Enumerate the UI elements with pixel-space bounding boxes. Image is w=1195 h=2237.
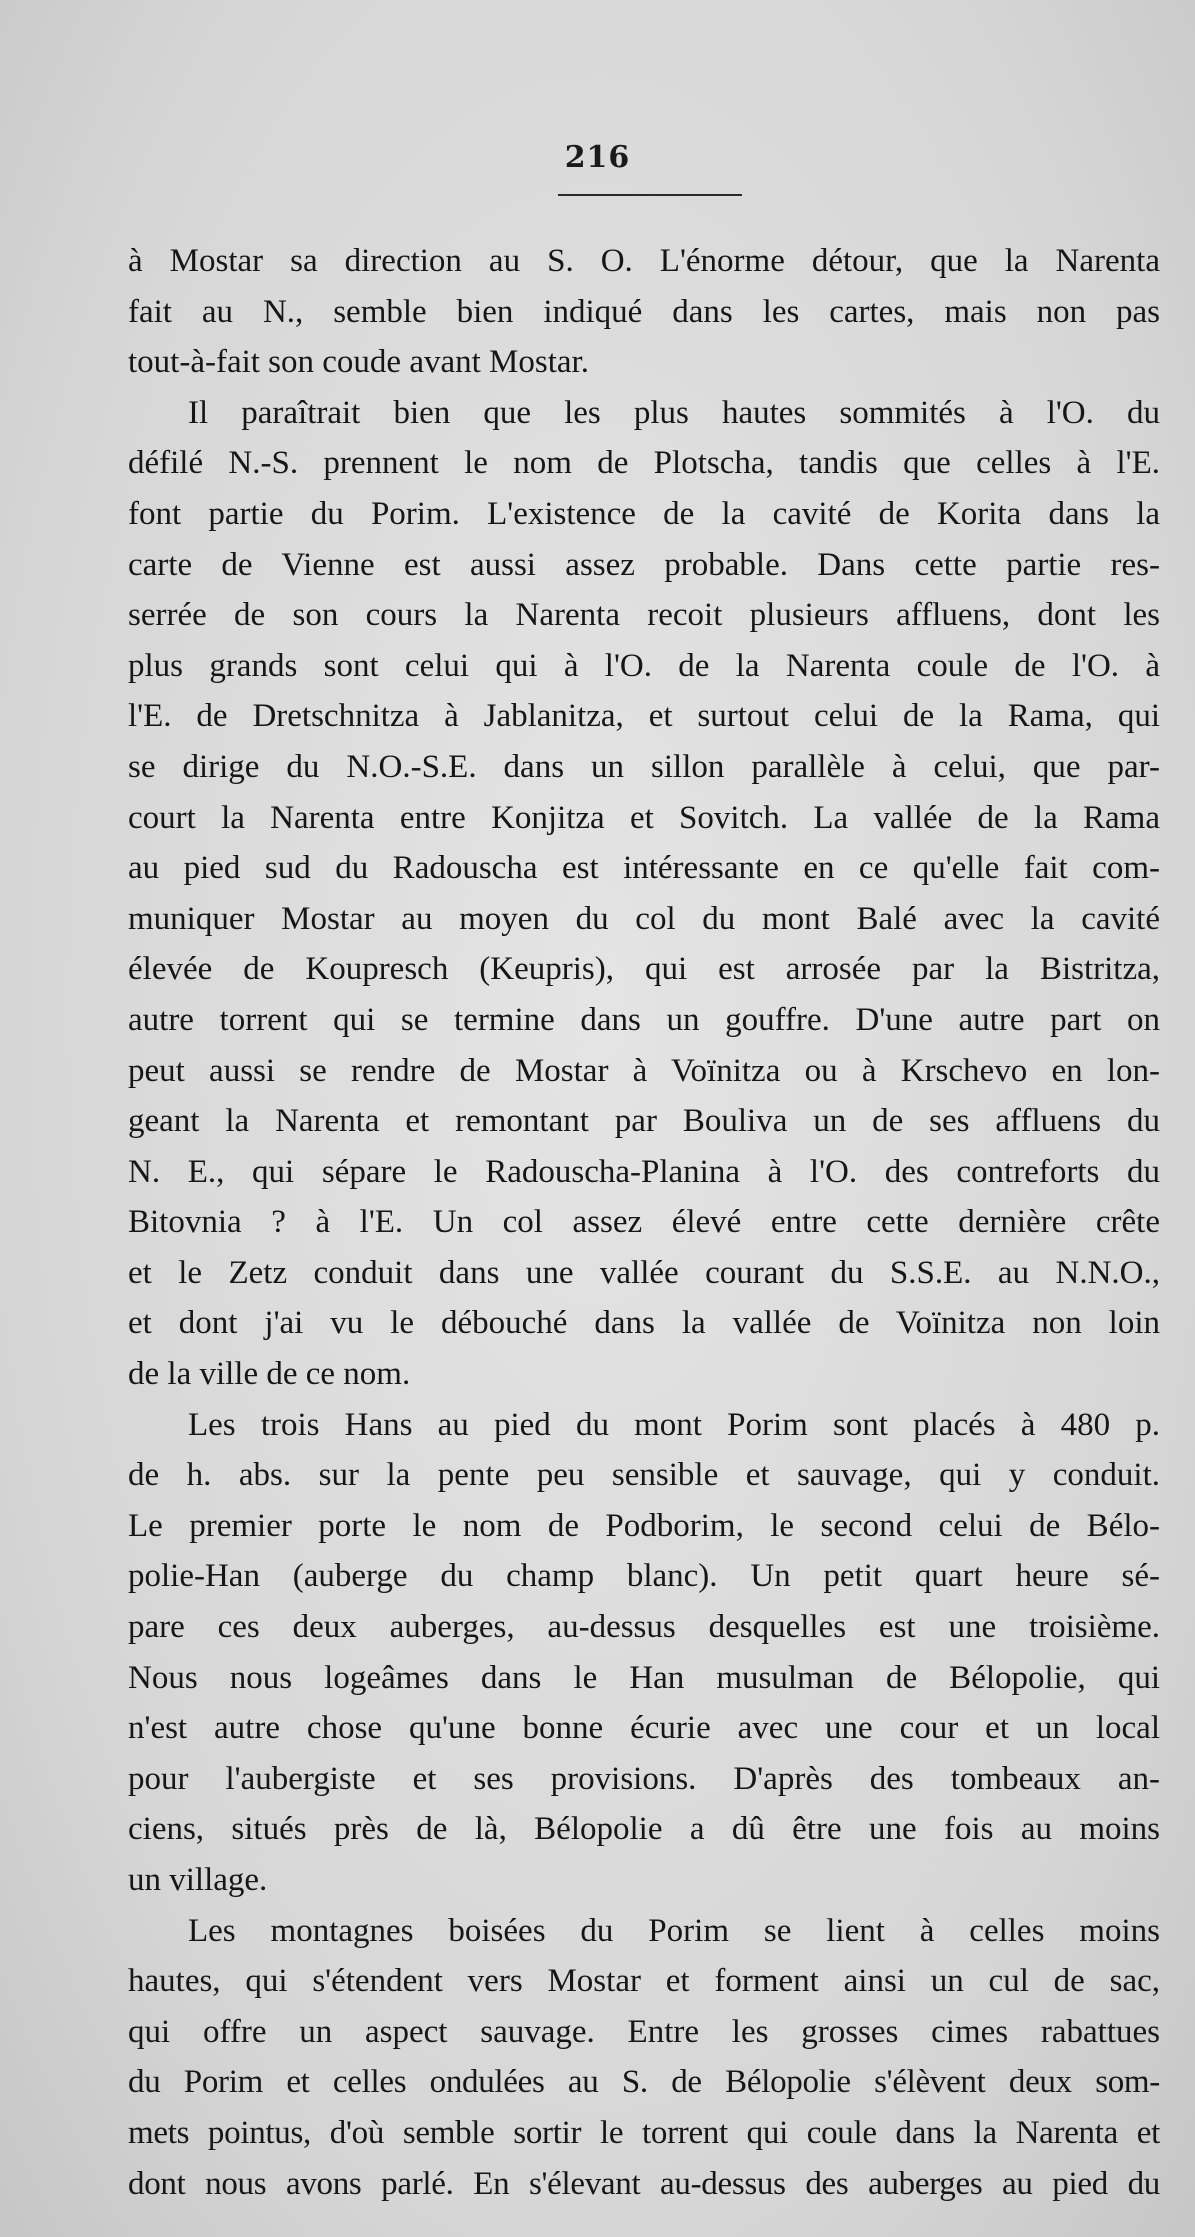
text-line: et le Zetz conduit dans une vallée courant du S.S.E. au N.N.O., <box>128 1254 1160 1291</box>
text-line: autre torrent qui se termine dans un gouffre. D'une autre part on <box>128 1001 1160 1038</box>
text-line: serrée de son cours la Narenta recoit plusieurs affluens, dont les <box>128 597 1160 634</box>
page-number: 216 <box>564 140 631 175</box>
text-line: et dont j'ai vu le débouché dans la vallée de Voïnitza non loin <box>128 1305 1160 1342</box>
text-line: N. E., qui sépare le Radouscha-Planina à l'O. des contreforts du <box>128 1153 1160 1190</box>
text-line: peut aussi se rendre de Mostar à Voïnitza ou à Krschevo en lon- <box>128 1052 1160 1089</box>
text-line: carte de Vienne est aussi assez probable. Dans cette partie res- <box>128 546 1160 583</box>
body-text <box>128 236 1160 2209</box>
text-line: du Porim et celles ondulées au S. de Bélopolie s'élèvent deux som- <box>128 2064 1160 2101</box>
text-line: hautes, qui s'étendent vers Mostar et forment ainsi un cul de sac, <box>128 1963 1160 2000</box>
text-line: Les trois Hans au pied du mont Porim sont placés à 480 p. <box>188 1406 1160 1443</box>
text-line: ciens, situés près de là, Bélopolie a dû être une fois au moins <box>128 1811 1160 1848</box>
text-line: pare ces deux auberges, au-dessus desquelles est une troisième. <box>128 1609 1160 1646</box>
text-line: élevée de Koupresch (Keupris), qui est arrosée par la Bistritza, <box>128 951 1160 988</box>
text-line: muniquer Mostar au moyen du col du mont Balé avec la cavité <box>128 900 1160 937</box>
text-line: Il paraîtrait bien que les plus hautes sommités à l'O. du <box>188 394 1160 431</box>
text-line: dont nous avons parlé. En s'élevant au-dessus des auberges au pied du <box>128 2165 1160 2202</box>
text-line: geant la Narenta et remontant par Bouliva un de ses affluens du <box>128 1103 1160 1140</box>
text-line: polie-Han (auberge du champ blanc). Un petit quart heure sé- <box>128 1558 1160 1595</box>
text-line: de h. abs. sur la pente peu sensible et sauvage, qui y conduit. <box>128 1457 1160 1494</box>
text-line: plus grands sont celui qui à l'O. de la Narenta coule de l'O. à <box>128 647 1160 684</box>
text-line: défilé N.-S. prennent le nom de Plotscha, tandis que celles à l'E. <box>128 445 1160 482</box>
text-line: Nous nous logeâmes dans le Han musulman de Bélopolie, qui <box>128 1659 1160 1696</box>
text-line: fait au N., semble bien indiqué dans les cartes, mais non pas <box>128 293 1160 330</box>
text-line: Les montagnes boisées du Porim se lient à celles moins <box>188 1912 1160 1949</box>
text-line: se dirige du N.O.-S.E. dans un sillon parallèle à celui, que par- <box>128 748 1160 785</box>
text-line: mets pointus, d'où semble sortir le torrent qui coule dans la Narenta et <box>128 2114 1160 2151</box>
text-line: court la Narenta entre Konjitza et Sovitch. La vallée de la Rama <box>128 799 1160 836</box>
text-line: Bitovnia ? à l'E. Un col assez élevé entre cette dernière crête <box>128 1204 1160 1241</box>
text-line: Le premier porte le nom de Podborim, le second celui de Bélo- <box>128 1507 1160 1544</box>
text-line: font partie du Porim. L'existence de la cavité de Korita dans la <box>128 495 1160 532</box>
text-line: au pied sud du Radouscha est intéressante en ce qu'elle fait com- <box>128 850 1160 887</box>
text-line: à Mostar sa direction au S. O. L'énorme détour, que la Narenta <box>128 243 1160 279</box>
text-line: pour l'aubergiste et ses provisions. D'après des tombeaux an- <box>128 1760 1160 1797</box>
header-rule <box>558 194 742 196</box>
text-line: n'est autre chose qu'une bonne écurie avec une cour et un local <box>128 1710 1160 1747</box>
text-line: de la ville de ce nom. <box>128 1356 411 1393</box>
text-line: qui offre un aspect sauvage. Entre les grosses cimes rabattues <box>128 2013 1160 2050</box>
text-line: un village. <box>128 1862 268 1898</box>
text-line: tout-à-fait son coude avant Mostar. <box>128 344 589 381</box>
text-line: l'E. de Dretschnitza à Jablanitza, et surtout celui de la Rama, qui <box>128 698 1160 735</box>
